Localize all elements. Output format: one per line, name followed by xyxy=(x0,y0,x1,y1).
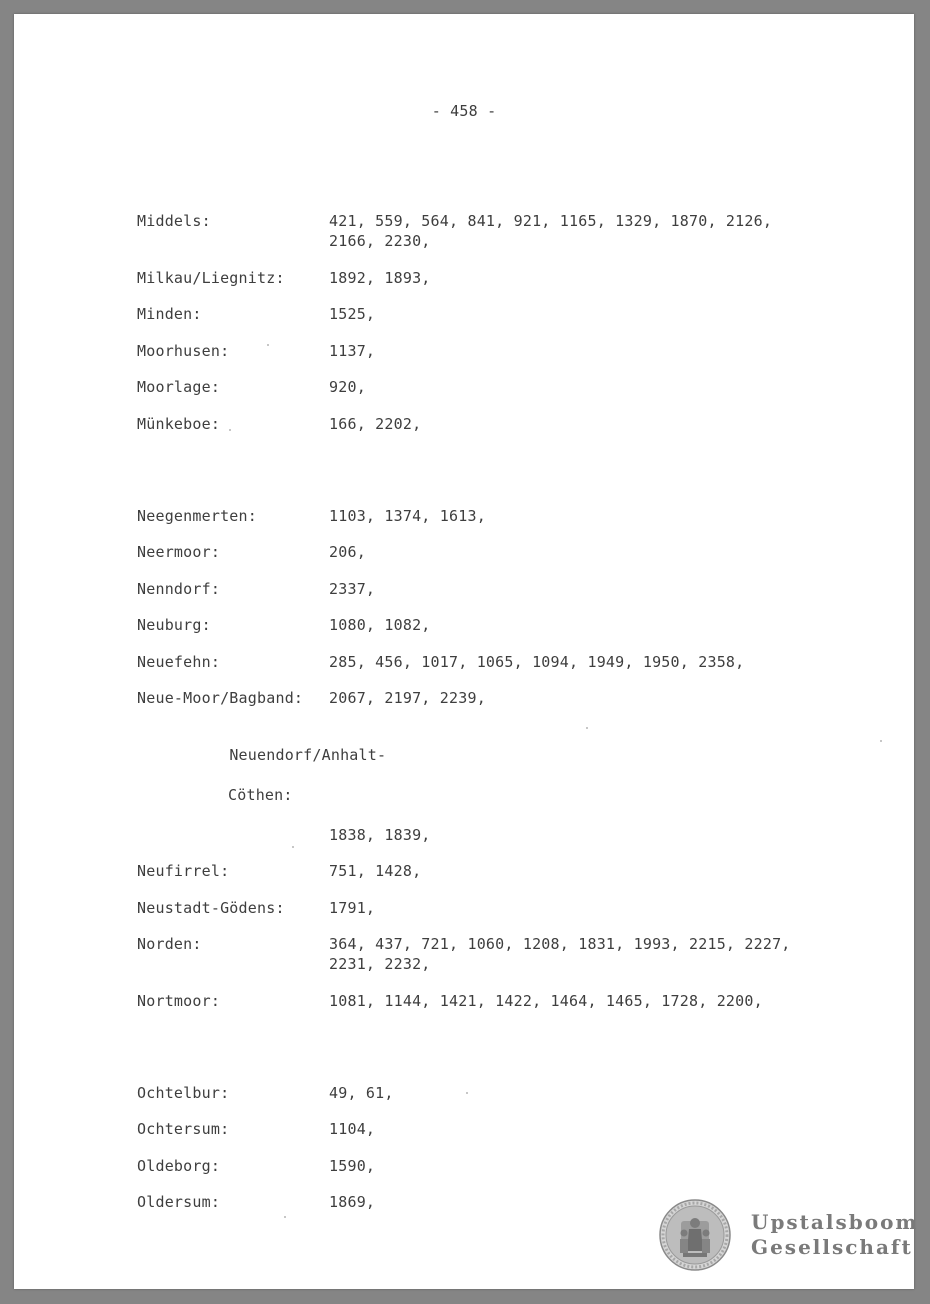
place-name: Ochtersum: xyxy=(137,1120,230,1138)
reference-numbers: 1892, 1893, xyxy=(329,268,431,287)
reference-numbers: 49, 61, xyxy=(329,1083,394,1102)
index-entry xyxy=(137,615,837,635)
reference-numbers: 751, 1428, xyxy=(329,862,422,880)
index-entry xyxy=(137,861,837,881)
reference-numbers: 920, xyxy=(329,378,366,396)
scan-speck xyxy=(229,429,231,431)
place-name-line1: Neuendorf/Anhalt- xyxy=(229,745,387,764)
society-logo xyxy=(659,1199,919,1271)
index-entry xyxy=(137,211,837,251)
scan-speck xyxy=(284,1216,286,1218)
society-name-line1: Upstalsboom xyxy=(751,1210,919,1234)
index-entry xyxy=(137,304,837,324)
place-name: Moorlage: xyxy=(137,378,221,396)
place-name: Oldersum: xyxy=(137,1193,221,1211)
index-section-n xyxy=(137,506,837,1011)
reference-numbers: 1080, 1082, xyxy=(329,616,431,634)
place-name: Münkeboe: xyxy=(137,414,221,433)
place-name: Middels: xyxy=(137,212,211,230)
place-index xyxy=(137,211,837,1229)
scan-speck xyxy=(586,727,588,729)
reference-numbers: 1791, xyxy=(329,898,376,917)
index-entry xyxy=(137,688,837,708)
reference-numbers: 1103, 1374, 1613, xyxy=(329,506,486,525)
index-entry xyxy=(137,377,837,397)
place-name: Minden: xyxy=(137,305,202,323)
index-entry xyxy=(137,991,837,1011)
place-name: Neufirrel: xyxy=(137,862,230,880)
place-name: Ochtelbur: xyxy=(137,1083,230,1102)
place-name-line2: Cöthen: xyxy=(228,785,293,804)
index-section-m xyxy=(137,211,837,434)
index-entry xyxy=(137,414,837,434)
index-entry xyxy=(137,1119,837,1139)
place-name: Neustadt-Gödens: xyxy=(137,898,285,917)
index-entry xyxy=(137,542,837,562)
place-name: Neuefehn: xyxy=(137,652,221,671)
scan-speck xyxy=(267,344,269,346)
index-entry xyxy=(137,652,837,672)
scan-speck xyxy=(292,846,294,848)
place-name: Milkau/Liegnitz: xyxy=(137,268,285,287)
society-name xyxy=(751,1210,919,1260)
reference-numbers: 1137, xyxy=(329,341,376,360)
place-name: Neermoor: xyxy=(137,543,221,561)
index-entry xyxy=(137,725,837,845)
reference-numbers: 2067, 2197, 2239, xyxy=(329,689,486,707)
document-page xyxy=(14,14,919,1289)
place-name: Neuburg: xyxy=(137,616,211,634)
index-entry xyxy=(137,579,837,599)
place-name: Oldeborg: xyxy=(137,1156,221,1175)
reference-numbers: 1081, 1144, 1421, 1422, 1464, 1465, 1728, 2200, xyxy=(329,991,763,1010)
place-name: Norden: xyxy=(137,935,202,953)
society-name-line2: Gesellschaft xyxy=(751,1235,913,1259)
reference-numbers: 285, 456, 1017, 1065, 1094, 1949, 1950, 2358, xyxy=(329,652,745,671)
scan-speck xyxy=(466,1092,468,1094)
reference-numbers: 166, 2202, xyxy=(329,414,422,433)
place-name: Nortmoor: xyxy=(137,991,221,1010)
index-entry xyxy=(137,506,837,526)
place-name: Moorhusen: xyxy=(137,341,230,360)
index-section-o xyxy=(137,1083,837,1213)
reference-numbers: 364, 437, 721, 1060, 1208, 1831, 1993, 2215, 2227, 2231, 2232, xyxy=(329,935,791,973)
reference-numbers: 1104, xyxy=(329,1120,376,1138)
reference-numbers: 1869, xyxy=(329,1193,376,1211)
page-number: - 458 - xyxy=(431,102,497,120)
scan-speck xyxy=(880,740,882,742)
place-name: Neue-Moor/Bagband: xyxy=(137,689,304,707)
place-name: Nenndorf: xyxy=(137,579,221,598)
reference-numbers: 1525, xyxy=(329,305,376,323)
index-entry xyxy=(137,934,837,974)
reference-numbers: 206, xyxy=(329,543,366,561)
reference-numbers: 1838, 1839, xyxy=(329,825,431,844)
reference-numbers: 421, 559, 564, 841, 921, 1165, 1329, 1870, 2126, 2166, 2230, xyxy=(329,212,773,250)
index-entry xyxy=(137,268,837,288)
place-name: Neegenmerten: xyxy=(137,506,257,525)
index-entry xyxy=(137,1156,837,1176)
seal-icon xyxy=(659,1199,731,1271)
index-entry xyxy=(137,341,837,361)
index-entry xyxy=(137,1083,837,1103)
reference-numbers: 1590, xyxy=(329,1156,376,1175)
index-entry xyxy=(137,898,837,918)
reference-numbers: 2337, xyxy=(329,579,376,598)
